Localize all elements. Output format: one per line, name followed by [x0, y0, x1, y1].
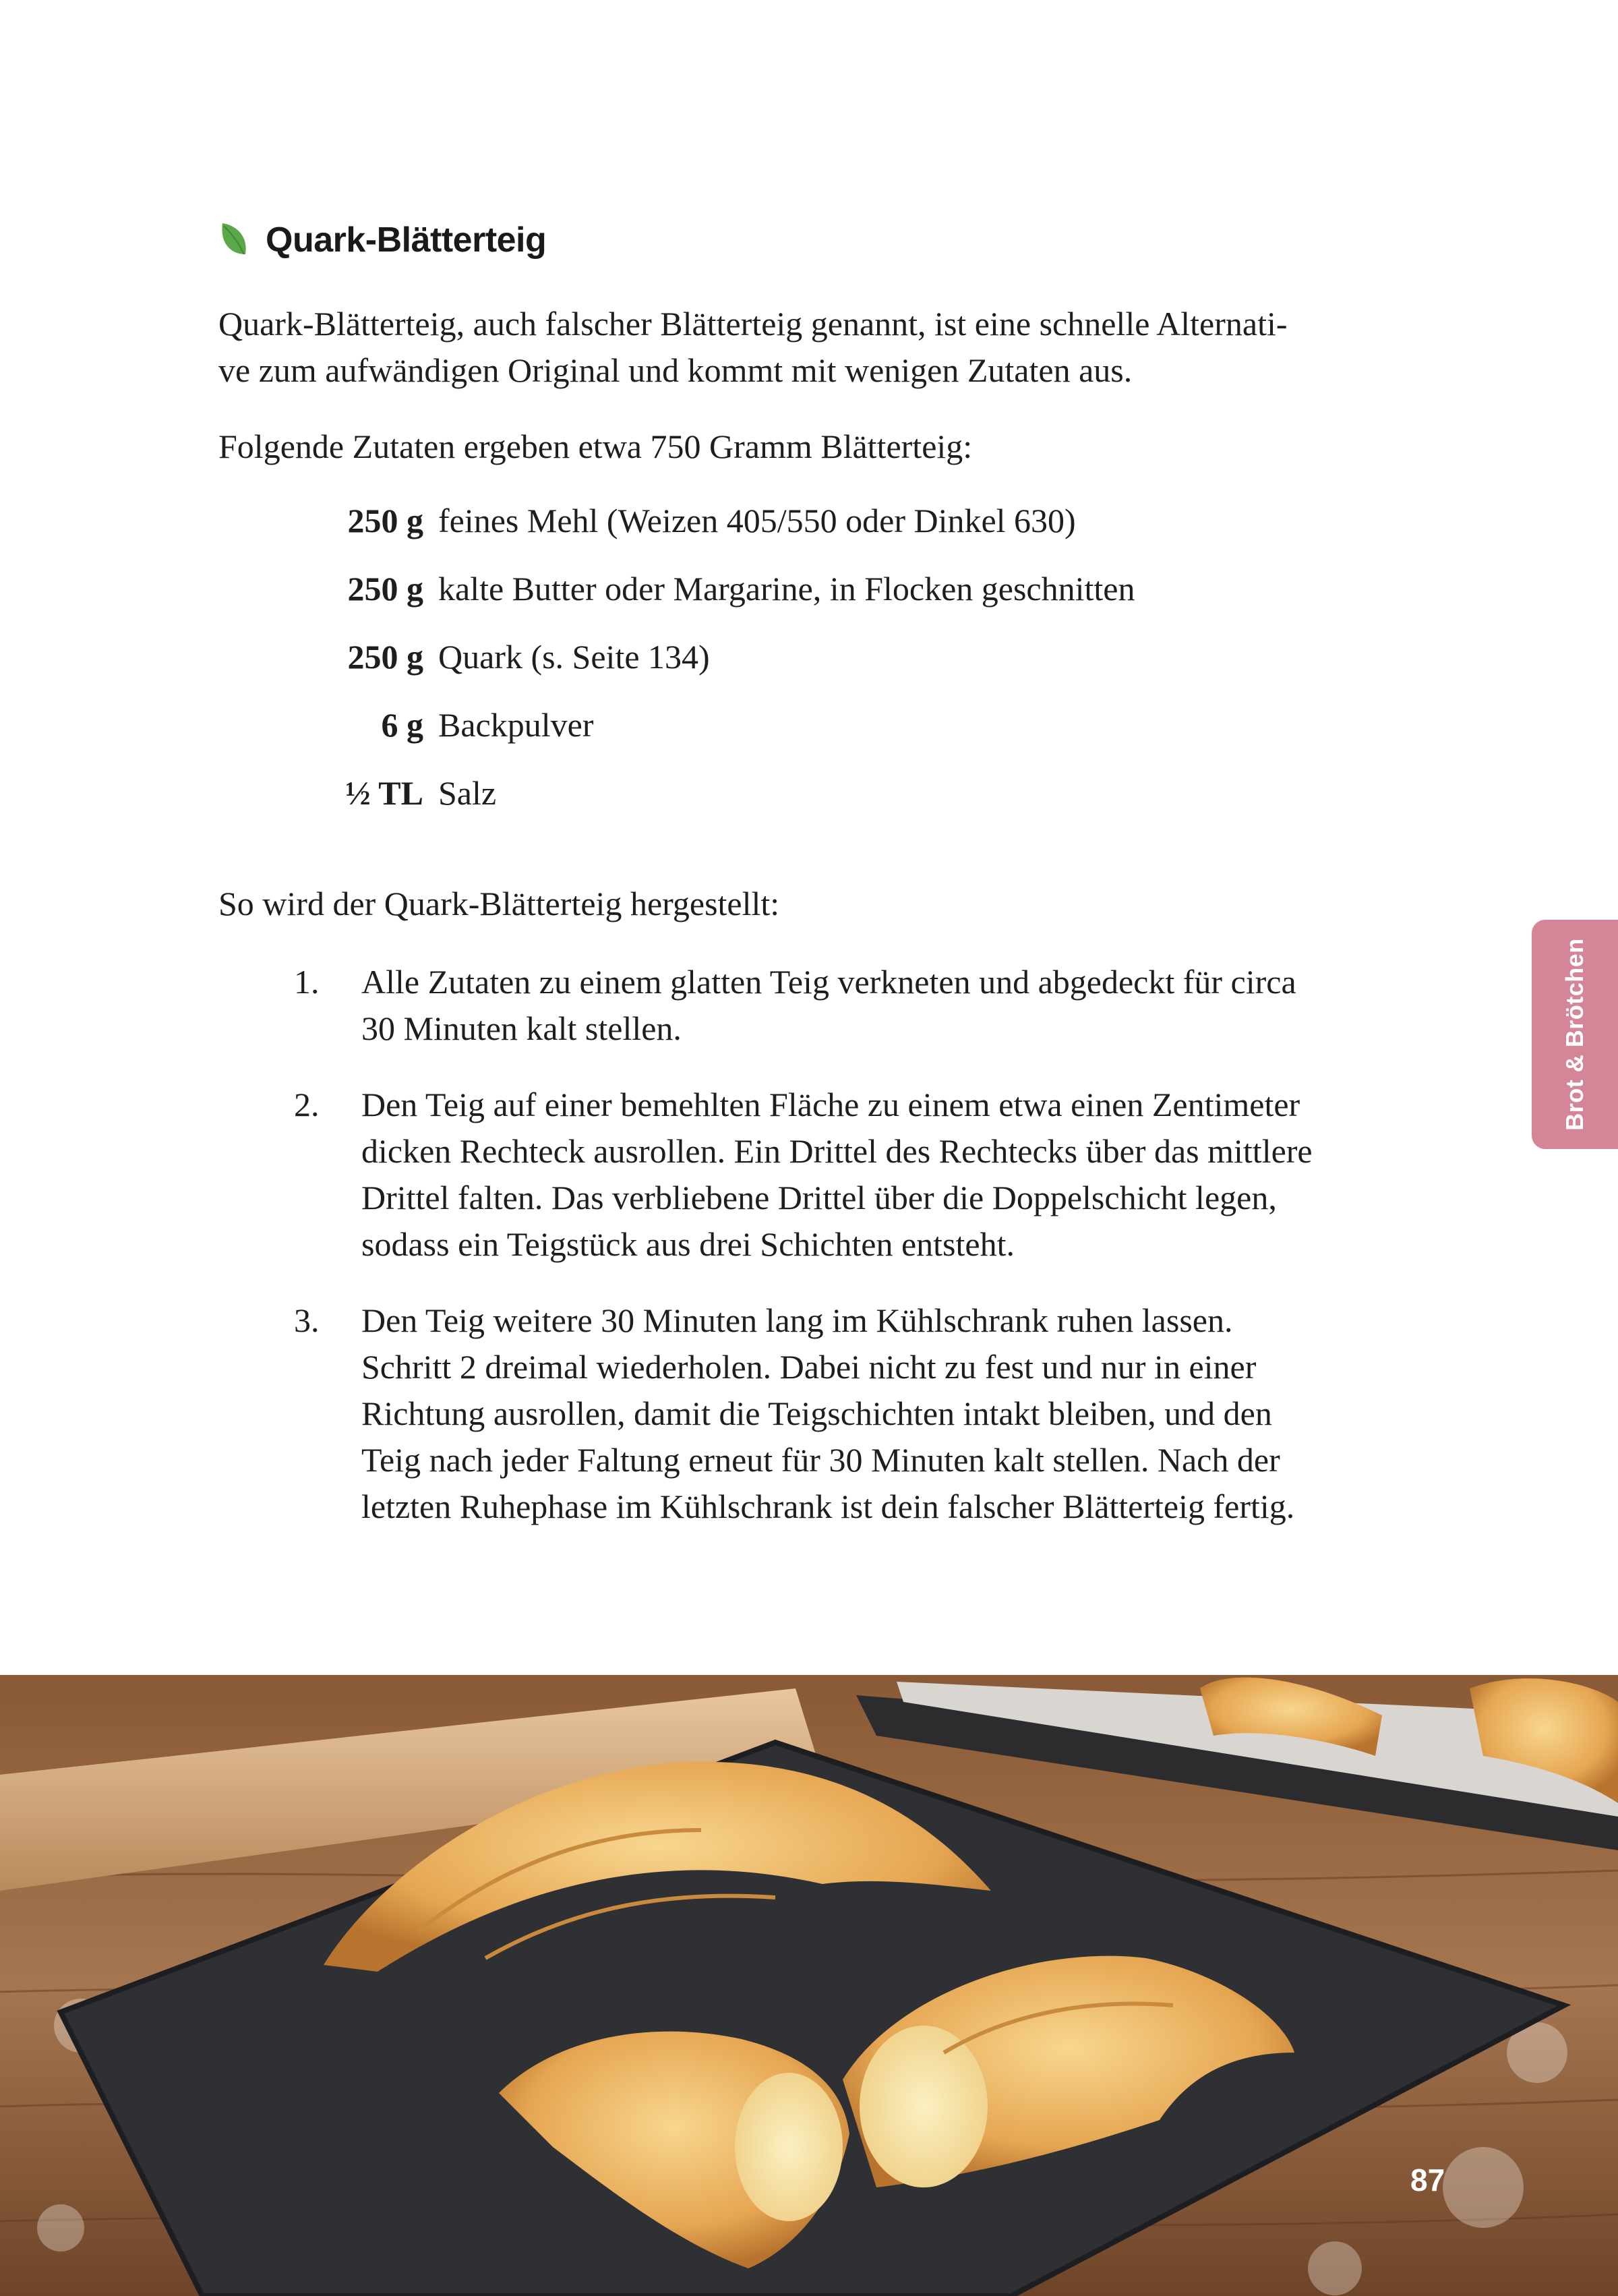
page-number: 87 [1410, 2162, 1445, 2198]
step-line: letzten Ruhephase im Kühlschrank ist dein falscher Blätterteig fertig. [361, 1488, 1295, 1525]
step-item [294, 1297, 1494, 1530]
step-item [294, 1082, 1494, 1268]
step-line: 30 Minuten kalt stellen. [361, 1009, 682, 1047]
step-line: Den Teig auf einer bemehlten Fläche zu einem etwa einen Zentimeter [361, 1086, 1300, 1123]
step-line: Schritt 2 dreimal wiederholen. Dabei nicht zu fest und nur in einer [361, 1348, 1257, 1386]
method-intro: So wird der Quark-Blätterteig hergestellt: [218, 885, 780, 922]
ingredient-row [297, 773, 1135, 842]
ingredient-row [297, 637, 1135, 705]
step-text [361, 1082, 1494, 1268]
step-number: 3. [294, 1301, 320, 1339]
ingredient-name: Backpulver [438, 706, 594, 744]
ingredient-name: Salz [438, 774, 497, 812]
ingredient-row [297, 569, 1135, 637]
ingredient-row [297, 501, 1135, 569]
step-line: sodass ein Teigstück aus drei Schichten entsteht. [361, 1225, 1015, 1263]
step-text [361, 959, 1494, 1052]
step-line: Richtung ausrollen, damit die Teigschichten intakt bleiben, und den [361, 1394, 1272, 1432]
step-line: Alle Zutaten zu einem glatten Teig verkneten und abgedeckt für circa [361, 963, 1296, 1001]
ingredient-quantity: 250 g [347, 502, 423, 539]
step-line: dicken Rechteck ausrollen. Ein Drittel des Rechtecks über das mittlere [361, 1132, 1313, 1170]
yield-text: Folgende Zutaten ergeben etwa 750 Gramm Blätterteig: [218, 428, 973, 465]
step-line: Drittel falten. Das verbliebene Drittel über die Doppelschicht legen, [361, 1179, 1277, 1216]
step-item [294, 959, 1494, 1052]
ingredient-quantity: 250 g [347, 570, 423, 608]
intro-line: ve zum aufwändigen Original und kommt mit wenigen Zutaten aus. [218, 351, 1133, 389]
ingredient-quantity: 250 g [347, 638, 423, 676]
step-number: 1. [294, 963, 320, 1001]
ingredient-name: kalte Butter oder Margarine, in Flocken geschnitten [438, 570, 1135, 608]
step-line: Teig nach jeder Faltung erneut für 30 Minuten kalt stellen. Nach der [361, 1441, 1280, 1479]
section-title: Quark-Blätterteig [266, 220, 547, 260]
ingredient-name: Quark (s. Seite 134) [438, 638, 710, 676]
croissant-photo [0, 1675, 1618, 2296]
ingredient-quantity: 6 g [381, 706, 423, 744]
chapter-tab[interactable] [1532, 920, 1618, 1149]
section-heading [218, 220, 546, 260]
step-list [294, 959, 1494, 1560]
ingredient-quantity: ½ TL [345, 774, 423, 812]
croissant-photo-illustration [0, 1675, 1618, 2296]
leaf-icon [218, 220, 249, 260]
intro-line: Quark-Blätterteig, auch falscher Blätterteig genannt, ist eine schnelle Alternati- [218, 305, 1288, 343]
step-number: 2. [294, 1086, 320, 1123]
ingredient-name: feines Mehl (Weizen 405/550 oder Dinkel 630) [438, 502, 1076, 539]
step-text [361, 1297, 1494, 1530]
ingredient-row [297, 705, 1135, 773]
ingredient-list [297, 501, 1135, 842]
step-line: Den Teig weitere 30 Minuten lang im Kühlschrank ruhen lassen. [361, 1301, 1233, 1339]
intro-paragraph [218, 301, 1472, 394]
chapter-tab-label: Brot & Brötchen [1561, 938, 1588, 1131]
